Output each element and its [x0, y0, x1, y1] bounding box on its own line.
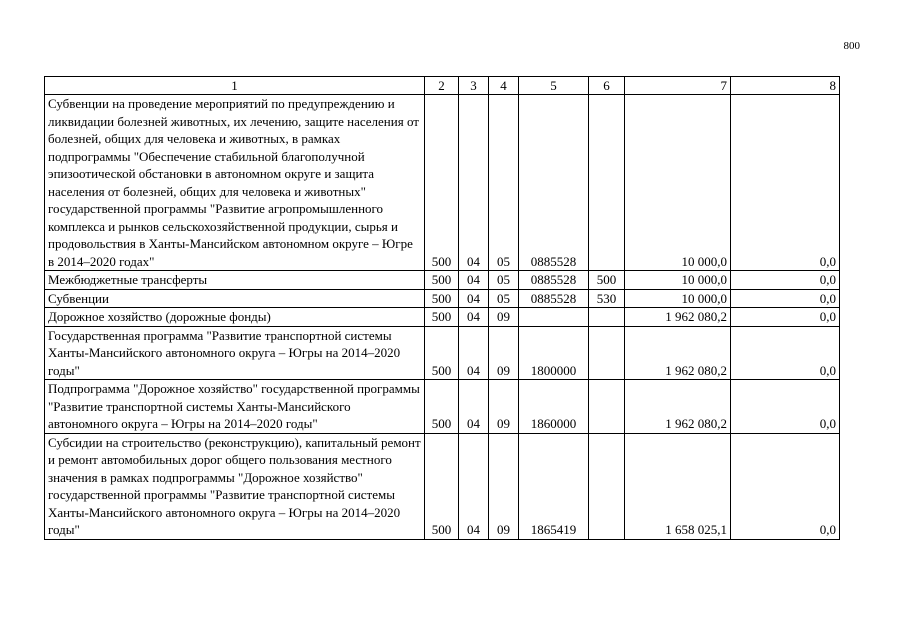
- table-row: [45, 433, 840, 539]
- header-col-2: 2: [425, 77, 459, 95]
- cell-federal-amount: 0,0: [731, 271, 840, 290]
- cell-target-article: [519, 308, 589, 327]
- cell-admin-code: 500: [425, 433, 459, 539]
- cell-subsection: 09: [489, 308, 519, 327]
- cell-expense-type: [589, 95, 625, 271]
- cell-expense-type: 500: [589, 271, 625, 290]
- header-col-8: 8: [731, 77, 840, 95]
- table-row: [45, 380, 840, 434]
- cell-federal-amount: 0,0: [731, 289, 840, 308]
- cell-target-article: 0885528: [519, 271, 589, 290]
- cell-amount: 1 962 080,2: [625, 308, 731, 327]
- table-row: [45, 271, 840, 290]
- cell-federal-amount: 0,0: [731, 433, 840, 539]
- cell-amount: 10 000,0: [625, 289, 731, 308]
- cell-section: 04: [459, 433, 489, 539]
- cell-subsection: 05: [489, 95, 519, 271]
- cell-subsection: 09: [489, 433, 519, 539]
- cell-subsection: 05: [489, 271, 519, 290]
- table-row: [45, 95, 840, 271]
- cell-target-article: 1800000: [519, 326, 589, 380]
- row-name: Подпрограмма "Дорожное хозяйство" государственной программы "Развитие транспортной системы Ханты-Мансийского автономного округа – Югры на 2014–2020 годы": [45, 380, 425, 434]
- cell-section: 04: [459, 326, 489, 380]
- cell-federal-amount: 0,0: [731, 308, 840, 327]
- cell-target-article: 0885528: [519, 95, 589, 271]
- table-row: [45, 308, 840, 327]
- cell-target-article: 0885528: [519, 289, 589, 308]
- cell-section: 04: [459, 271, 489, 290]
- cell-amount: 1 658 025,1: [625, 433, 731, 539]
- header-row: [45, 77, 840, 95]
- header-col-6: 6: [589, 77, 625, 95]
- cell-federal-amount: 0,0: [731, 380, 840, 434]
- row-name: Межбюджетные трансферты: [45, 271, 425, 290]
- row-name: Дорожное хозяйство (дорожные фонды): [45, 308, 425, 327]
- budget-table: [44, 76, 840, 540]
- table-row: [45, 326, 840, 380]
- row-name: Субвенции: [45, 289, 425, 308]
- cell-admin-code: 500: [425, 326, 459, 380]
- header-col-7: 7: [625, 77, 731, 95]
- cell-expense-type: [589, 308, 625, 327]
- cell-federal-amount: 0,0: [731, 326, 840, 380]
- cell-admin-code: 500: [425, 95, 459, 271]
- page-number: 800: [843, 40, 860, 52]
- cell-expense-type: 530: [589, 289, 625, 308]
- cell-subsection: 05: [489, 289, 519, 308]
- cell-subsection: 09: [489, 380, 519, 434]
- header-col-4: 4: [489, 77, 519, 95]
- row-name: Субвенции на проведение мероприятий по предупреждению и ликвидации болезней животных, их лечению, защите населения от болезней, общих для человека и животных, в рамках подпрограммы "Обеспечение стабильной благополучной эпизоотической обстановки в автономном округе и защита населения от болезней, общих для человека и животных" государственной программы "Развитие агропромышленного комплекса и рынков сельскохозяйственной продукции, сырья и продовольствия в Ханты-Мансийском автономном округе – Югре в 2014–2020 годах": [45, 95, 425, 271]
- cell-amount: 10 000,0: [625, 271, 731, 290]
- row-name: Государственная программа "Развитие транспортной системы Ханты-Мансийского автономного округа – Югры на 2014–2020 годы": [45, 326, 425, 380]
- cell-admin-code: 500: [425, 271, 459, 290]
- cell-amount: 10 000,0: [625, 95, 731, 271]
- cell-section: 04: [459, 308, 489, 327]
- cell-section: 04: [459, 95, 489, 271]
- cell-target-article: 1860000: [519, 380, 589, 434]
- cell-target-article: 1865419: [519, 433, 589, 539]
- row-name: Субсидии на строительство (реконструкцию), капитальный ремонт и ремонт автомобильных дорог общего пользования местного значения в рамках подпрограммы "Дорожное хозяйство" государственной программы "Развитие транспортной системы Ханты-Мансийского автономного округа – Югры на 2014–2020 годы": [45, 433, 425, 539]
- cell-amount: 1 962 080,2: [625, 326, 731, 380]
- cell-federal-amount: 0,0: [731, 95, 840, 271]
- header-col-3: 3: [459, 77, 489, 95]
- cell-admin-code: 500: [425, 380, 459, 434]
- cell-subsection: 09: [489, 326, 519, 380]
- cell-amount: 1 962 080,2: [625, 380, 731, 434]
- cell-admin-code: 500: [425, 289, 459, 308]
- cell-expense-type: [589, 380, 625, 434]
- cell-section: 04: [459, 289, 489, 308]
- table-row: [45, 289, 840, 308]
- header-col-5: 5: [519, 77, 589, 95]
- cell-section: 04: [459, 380, 489, 434]
- header-col-1: 1: [45, 77, 425, 95]
- cell-expense-type: [589, 326, 625, 380]
- cell-expense-type: [589, 433, 625, 539]
- cell-admin-code: 500: [425, 308, 459, 327]
